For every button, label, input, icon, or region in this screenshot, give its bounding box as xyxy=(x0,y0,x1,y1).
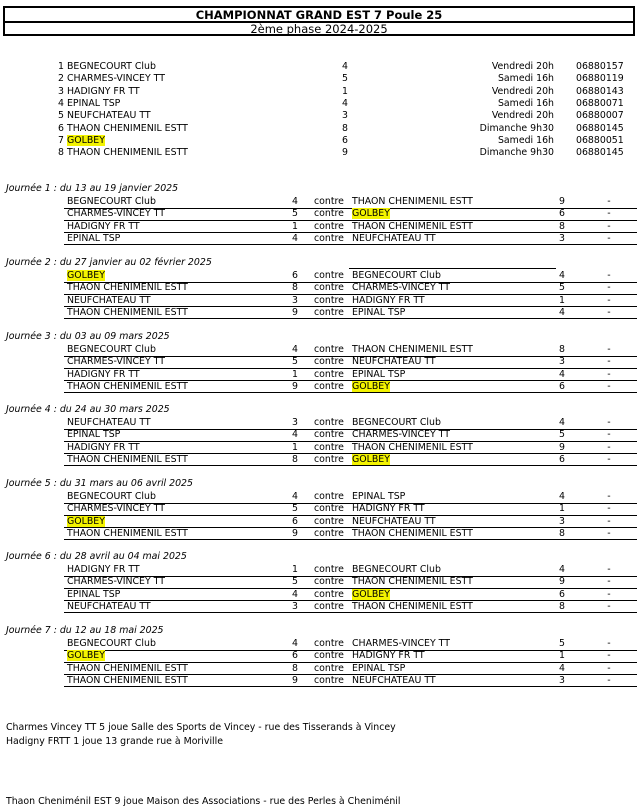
match-away-team xyxy=(352,356,436,368)
team-club-code: 06880145 xyxy=(576,147,624,159)
away-team-label: CHARMES-VINCEY TT xyxy=(352,638,450,649)
away-squad-number: 4 xyxy=(559,417,565,428)
home-team-label: GOLBEY xyxy=(67,650,105,662)
match-away-team xyxy=(352,491,405,503)
home-squad-number: 6 xyxy=(292,650,298,662)
match-home-team xyxy=(67,442,140,454)
match-score: - xyxy=(607,356,611,368)
home-team-label: EPINAL TSP xyxy=(67,588,121,600)
team-play-day: Samedi 16h xyxy=(497,97,554,109)
home-squad-number: 9 xyxy=(292,674,298,686)
round-title: Journée 7 : du 12 au 18 mai 2025 xyxy=(6,625,164,636)
team-name xyxy=(67,86,140,98)
header-box xyxy=(3,6,635,36)
team-number: 1 xyxy=(58,61,64,72)
match-home-team xyxy=(67,650,105,662)
away-team-label: CHARMES-VINCEY TT xyxy=(352,429,450,441)
match-away-team xyxy=(352,429,450,441)
home-squad-number: 4 xyxy=(292,638,298,649)
home-squad-number: 5 xyxy=(292,503,298,515)
team-name-label: NEUFCHATEAU TT xyxy=(67,110,151,122)
match-score: - xyxy=(607,650,611,662)
away-team-label: THAON CHENIMENIL ESTT xyxy=(352,600,473,612)
match-home-team xyxy=(67,381,188,393)
home-team-label: NEUFCHATEAU TT xyxy=(67,294,151,306)
match-home-team xyxy=(67,601,151,613)
home-squad-number: 5 xyxy=(292,208,298,220)
home-squad-number: 4 xyxy=(292,429,298,441)
home-squad-number: 8 xyxy=(292,453,298,465)
match-away-team xyxy=(352,576,473,588)
versus-label: contre xyxy=(314,232,344,244)
away-squad-number: 1 xyxy=(559,650,565,662)
page-subtitle: 2ème phase 2024-2025 xyxy=(250,22,388,36)
home-squad-number: 4 xyxy=(292,344,298,355)
match-score: - xyxy=(607,576,611,588)
round-title: Journée 3 : du 03 au 09 mars 2025 xyxy=(6,331,170,342)
team-play-day: Dimanche 9h30 xyxy=(479,147,554,159)
match-away-team xyxy=(352,638,450,650)
match-score: - xyxy=(607,588,611,600)
match-score: - xyxy=(607,564,611,575)
team-name-label: HADIGNY FR TT xyxy=(67,85,140,97)
page-title: CHAMPIONNAT GRAND EST 7 Poule 25 xyxy=(5,8,633,23)
match-home-team xyxy=(67,417,151,429)
home-squad-number: 4 xyxy=(292,491,298,502)
away-team-label: THAON CHENIMENIL ESTT xyxy=(352,220,473,232)
away-team-label: NEUFCHATEAU TT xyxy=(352,232,436,244)
away-squad-number: 1 xyxy=(559,294,565,306)
match-home-team xyxy=(67,344,156,356)
away-team-label: GOLBEY xyxy=(352,208,390,220)
away-squad-number: 5 xyxy=(559,638,565,649)
away-team-label: THAON CHENIMENIL ESTT xyxy=(352,576,473,588)
team-play-day: Samedi 16h xyxy=(497,134,554,146)
round-title: Journée 2 : du 27 janvier au 02 février 2025 xyxy=(6,257,212,268)
away-team-label: NEUFCHATEAU TT xyxy=(352,674,436,686)
team-squad-number: 3 xyxy=(342,110,348,122)
match-away-team xyxy=(352,503,425,515)
home-team-label: GOLBEY xyxy=(67,515,105,527)
versus-label: contre xyxy=(314,441,344,453)
home-team-label: BEGNECOURT Club xyxy=(67,491,156,502)
team-name-label: CHARMES-VINCEY TT xyxy=(67,73,165,85)
match-score: - xyxy=(607,196,611,207)
match-score: - xyxy=(607,515,611,527)
home-squad-number: 1 xyxy=(292,564,298,575)
versus-label: contre xyxy=(314,674,344,686)
away-squad-number: 6 xyxy=(559,380,565,392)
team-name xyxy=(67,98,120,110)
away-squad-number: 9 xyxy=(559,576,565,588)
team-name xyxy=(67,147,188,159)
away-squad-number: 1 xyxy=(559,503,565,515)
blank-entry-line xyxy=(349,268,556,269)
team-club-code: 06880007 xyxy=(576,110,624,122)
versus-label: contre xyxy=(314,270,344,281)
home-squad-number: 4 xyxy=(292,588,298,600)
match-away-team xyxy=(352,208,390,220)
away-team-label: GOLBEY xyxy=(352,453,390,465)
team-club-code: 06880051 xyxy=(576,134,624,146)
team-name-label: BEGNECOURT Club xyxy=(67,61,156,72)
match-score: - xyxy=(607,527,611,539)
match-home-team xyxy=(67,491,156,503)
home-team-label: THAON CHENIMENIL ESTT xyxy=(67,453,188,465)
match-away-team xyxy=(352,221,473,233)
team-squad-number: 6 xyxy=(342,134,348,146)
home-team-label: CHARMES-VINCEY TT xyxy=(67,576,165,588)
team-club-code: 06880143 xyxy=(576,85,624,97)
versus-label: contre xyxy=(314,294,344,306)
match-home-team xyxy=(67,356,165,368)
match-away-team xyxy=(352,344,473,356)
match-score: - xyxy=(607,208,611,220)
away-squad-number: 8 xyxy=(559,344,565,355)
away-squad-number: 6 xyxy=(559,453,565,465)
match-home-team xyxy=(67,589,120,601)
team-name xyxy=(67,73,165,85)
team-number: 8 xyxy=(58,147,64,159)
team-club-code: 06880119 xyxy=(576,73,624,85)
venue-note-hadigny: Hadigny FRTT 1 joue 13 grande rue à Moriville xyxy=(6,736,224,747)
match-away-team xyxy=(352,675,436,687)
away-squad-number: 4 xyxy=(559,662,565,674)
home-squad-number: 6 xyxy=(292,515,298,527)
versus-label: contre xyxy=(314,453,344,465)
home-squad-number: 3 xyxy=(292,294,298,306)
home-squad-number: 8 xyxy=(292,662,298,674)
match-home-team xyxy=(67,307,188,319)
away-team-label: HADIGNY FR TT xyxy=(352,294,425,306)
match-away-team xyxy=(352,442,473,454)
versus-label: contre xyxy=(314,491,344,502)
home-team-label: EPINAL TSP xyxy=(67,232,121,244)
match-home-team xyxy=(67,369,140,381)
versus-label: contre xyxy=(314,650,344,662)
team-squad-number: 9 xyxy=(342,147,348,159)
away-team-label: THAON CHENIMENIL ESTT xyxy=(352,441,473,453)
versus-label: contre xyxy=(314,662,344,674)
match-home-team xyxy=(67,270,105,282)
match-home-team xyxy=(67,576,165,588)
away-squad-number: 3 xyxy=(559,232,565,244)
home-team-label: CHARMES-VINCEY TT xyxy=(67,208,165,220)
home-team-label: BEGNECOURT Club xyxy=(67,344,156,355)
home-squad-number: 1 xyxy=(292,368,298,380)
match-score: - xyxy=(607,674,611,686)
versus-label: contre xyxy=(314,344,344,355)
team-name-label: THAON CHENIMENIL ESTT xyxy=(67,147,188,159)
match-away-team xyxy=(352,233,436,245)
away-squad-number: 4 xyxy=(559,270,565,281)
team-name-label: THAON CHENIMENIL ESTT xyxy=(67,122,188,134)
versus-label: contre xyxy=(314,356,344,368)
match-home-team xyxy=(67,295,151,307)
match-away-team xyxy=(352,417,441,429)
team-squad-number: 5 xyxy=(342,73,348,85)
match-score: - xyxy=(607,294,611,306)
row-underline xyxy=(64,392,637,393)
home-team-label: THAON CHENIMENIL ESTT xyxy=(67,674,188,686)
away-team-label: EPINAL TSP xyxy=(352,368,406,380)
match-score: - xyxy=(607,662,611,674)
team-name-label: GOLBEY xyxy=(67,134,105,146)
away-squad-number: 9 xyxy=(559,196,565,207)
away-team-label: THAON CHENIMENIL ESTT xyxy=(352,527,473,539)
row-underline xyxy=(64,686,637,687)
match-home-team xyxy=(67,663,188,675)
team-play-day: Vendredi 20h xyxy=(491,110,554,122)
match-home-team xyxy=(67,516,105,528)
match-score: - xyxy=(607,270,611,281)
match-away-team xyxy=(352,196,473,208)
home-team-label: NEUFCHATEAU TT xyxy=(67,600,151,612)
round-title: Journée 6 : du 28 avril au 04 mai 2025 xyxy=(6,551,187,562)
home-team-label: HADIGNY FR TT xyxy=(67,220,140,232)
match-home-team xyxy=(67,564,140,576)
match-home-team xyxy=(67,429,120,441)
home-squad-number: 9 xyxy=(292,380,298,392)
versus-label: contre xyxy=(314,588,344,600)
away-squad-number: 5 xyxy=(559,429,565,441)
versus-label: contre xyxy=(314,429,344,441)
match-score: - xyxy=(607,368,611,380)
away-squad-number: 3 xyxy=(559,356,565,368)
team-squad-number: 4 xyxy=(342,97,348,109)
home-squad-number: 1 xyxy=(292,220,298,232)
versus-label: contre xyxy=(314,196,344,207)
home-squad-number: 6 xyxy=(292,270,298,281)
match-score: - xyxy=(607,417,611,428)
match-score: - xyxy=(607,503,611,515)
away-team-label: GOLBEY xyxy=(352,588,390,600)
team-club-code: 06880145 xyxy=(576,122,624,134)
team-club-code: 06880071 xyxy=(576,97,624,109)
match-home-team xyxy=(67,282,188,294)
match-home-team xyxy=(67,503,165,515)
away-squad-number: 4 xyxy=(559,306,565,318)
home-team-label: HADIGNY FR TT xyxy=(67,368,140,380)
team-number: 6 xyxy=(58,122,64,134)
away-squad-number: 3 xyxy=(559,515,565,527)
team-number: 5 xyxy=(58,110,64,122)
home-team-label: NEUFCHATEAU TT xyxy=(67,417,151,428)
versus-label: contre xyxy=(314,368,344,380)
team-club-code: 06880157 xyxy=(576,61,624,72)
match-home-team xyxy=(67,233,120,245)
team-squad-number: 8 xyxy=(342,122,348,134)
versus-label: contre xyxy=(314,220,344,232)
versus-label: contre xyxy=(314,564,344,575)
versus-label: contre xyxy=(314,600,344,612)
team-number: 2 xyxy=(58,73,64,85)
match-home-team xyxy=(67,196,156,208)
away-team-label: BEGNECOURT Club xyxy=(352,564,441,575)
match-away-team xyxy=(352,282,450,294)
match-away-team xyxy=(352,589,390,601)
away-team-label: BEGNECOURT Club xyxy=(352,270,441,281)
match-score: - xyxy=(607,232,611,244)
match-home-team xyxy=(67,454,188,466)
venue-note-thaon: Thaon Cheniménil EST 9 joue Maison des Associations - rue des Perles à Cheniménil xyxy=(6,796,401,807)
match-score: - xyxy=(607,344,611,355)
away-squad-number: 6 xyxy=(559,208,565,220)
match-home-team xyxy=(67,208,165,220)
versus-label: contre xyxy=(314,527,344,539)
match-away-team xyxy=(352,295,425,307)
versus-label: contre xyxy=(314,282,344,294)
home-team-label: GOLBEY xyxy=(67,270,105,281)
team-number: 4 xyxy=(58,97,64,109)
match-away-team xyxy=(352,650,425,662)
home-team-label: HADIGNY FR TT xyxy=(67,564,140,575)
away-squad-number: 4 xyxy=(559,564,565,575)
team-name xyxy=(67,110,151,122)
match-home-team xyxy=(67,221,140,233)
away-team-label: GOLBEY xyxy=(352,380,390,392)
match-home-team xyxy=(67,528,188,540)
away-team-label: NEUFCHATEAU TT xyxy=(352,515,436,527)
row-underline xyxy=(64,244,637,245)
home-squad-number: 5 xyxy=(292,576,298,588)
match-away-team xyxy=(352,663,405,675)
away-team-label: EPINAL TSP xyxy=(352,491,406,502)
away-team-label: THAON CHENIMENIL ESTT xyxy=(352,196,473,207)
away-squad-number: 3 xyxy=(559,674,565,686)
match-score: - xyxy=(607,220,611,232)
home-squad-number: 3 xyxy=(292,600,298,612)
versus-label: contre xyxy=(314,638,344,649)
team-name-label: EPINAL TSP xyxy=(67,97,121,109)
team-play-day: Vendredi 20h xyxy=(491,61,554,72)
versus-label: contre xyxy=(314,380,344,392)
match-away-team xyxy=(352,381,390,393)
round-title: Journée 4 : du 24 au 30 mars 2025 xyxy=(6,404,170,415)
away-team-label: EPINAL TSP xyxy=(352,306,406,318)
away-team-label: CHARMES-VINCEY TT xyxy=(352,282,450,294)
home-squad-number: 3 xyxy=(292,417,298,428)
versus-label: contre xyxy=(314,515,344,527)
match-away-team xyxy=(352,307,405,319)
match-away-team xyxy=(352,601,473,613)
away-team-label: NEUFCHATEAU TT xyxy=(352,356,436,368)
home-team-label: BEGNECOURT Club xyxy=(67,196,156,207)
away-squad-number: 8 xyxy=(559,600,565,612)
team-number: 3 xyxy=(58,85,64,97)
round-title: Journée 1 : du 13 au 19 janvier 2025 xyxy=(6,183,179,194)
match-score: - xyxy=(607,491,611,502)
match-score: - xyxy=(607,429,611,441)
match-score: - xyxy=(607,600,611,612)
away-team-label: HADIGNY FR TT xyxy=(352,650,425,662)
away-team-label: HADIGNY FR TT xyxy=(352,503,425,515)
home-squad-number: 4 xyxy=(292,232,298,244)
team-squad-number: 1 xyxy=(342,85,348,97)
away-squad-number: 5 xyxy=(559,282,565,294)
home-squad-number: 8 xyxy=(292,282,298,294)
venue-note-charmes: Charmes Vincey TT 5 joue Salle des Sports de Vincey - rue des Tisserands à Vincey xyxy=(6,722,396,733)
away-squad-number: 4 xyxy=(559,491,565,502)
match-home-team xyxy=(67,675,188,687)
home-team-label: BEGNECOURT Club xyxy=(67,638,156,649)
away-team-label: EPINAL TSP xyxy=(352,662,406,674)
match-away-team xyxy=(352,454,390,466)
team-play-day: Dimanche 9h30 xyxy=(479,122,554,134)
home-team-label: CHARMES-VINCEY TT xyxy=(67,356,165,368)
match-score: - xyxy=(607,282,611,294)
match-score: - xyxy=(607,441,611,453)
away-team-label: BEGNECOURT Club xyxy=(352,417,441,428)
team-name xyxy=(67,135,105,147)
home-squad-number: 1 xyxy=(292,441,298,453)
versus-label: contre xyxy=(314,576,344,588)
home-team-label: THAON CHENIMENIL ESTT xyxy=(67,306,188,318)
match-away-team xyxy=(352,528,473,540)
home-team-label: THAON CHENIMENIL ESTT xyxy=(67,282,188,294)
match-away-team xyxy=(352,564,441,576)
away-squad-number: 8 xyxy=(559,220,565,232)
match-score: - xyxy=(607,306,611,318)
row-underline xyxy=(64,318,637,319)
match-away-team xyxy=(352,270,441,282)
home-team-label: CHARMES-VINCEY TT xyxy=(67,503,165,515)
away-squad-number: 6 xyxy=(559,588,565,600)
away-squad-number: 4 xyxy=(559,368,565,380)
home-team-label: HADIGNY FR TT xyxy=(67,441,140,453)
team-play-day: Samedi 16h xyxy=(497,73,554,85)
row-underline xyxy=(64,612,637,613)
match-away-team xyxy=(352,516,436,528)
match-score: - xyxy=(607,380,611,392)
versus-label: contre xyxy=(314,208,344,220)
match-score: - xyxy=(607,638,611,649)
home-squad-number: 9 xyxy=(292,306,298,318)
versus-label: contre xyxy=(314,503,344,515)
home-team-label: THAON CHENIMENIL ESTT xyxy=(67,380,188,392)
row-underline xyxy=(64,465,637,466)
match-score: - xyxy=(607,453,611,465)
row-underline xyxy=(64,539,637,540)
match-home-team xyxy=(67,638,156,650)
home-squad-number: 5 xyxy=(292,356,298,368)
away-squad-number: 8 xyxy=(559,527,565,539)
team-name xyxy=(67,61,156,73)
away-team-label: THAON CHENIMENIL ESTT xyxy=(352,344,473,355)
versus-label: contre xyxy=(314,417,344,428)
versus-label: contre xyxy=(314,306,344,318)
home-squad-number: 9 xyxy=(292,527,298,539)
round-title: Journée 5 : du 31 mars au 06 avril 2025 xyxy=(6,478,193,489)
home-team-label: THAON CHENIMENIL ESTT xyxy=(67,662,188,674)
home-squad-number: 4 xyxy=(292,196,298,207)
team-number: 7 xyxy=(58,134,64,146)
team-squad-number: 4 xyxy=(342,61,348,72)
team-name xyxy=(67,123,188,135)
team-play-day: Vendredi 20h xyxy=(491,85,554,97)
home-team-label: THAON CHENIMENIL ESTT xyxy=(67,527,188,539)
match-away-team xyxy=(352,369,405,381)
home-team-label: EPINAL TSP xyxy=(67,429,121,441)
away-squad-number: 9 xyxy=(559,441,565,453)
